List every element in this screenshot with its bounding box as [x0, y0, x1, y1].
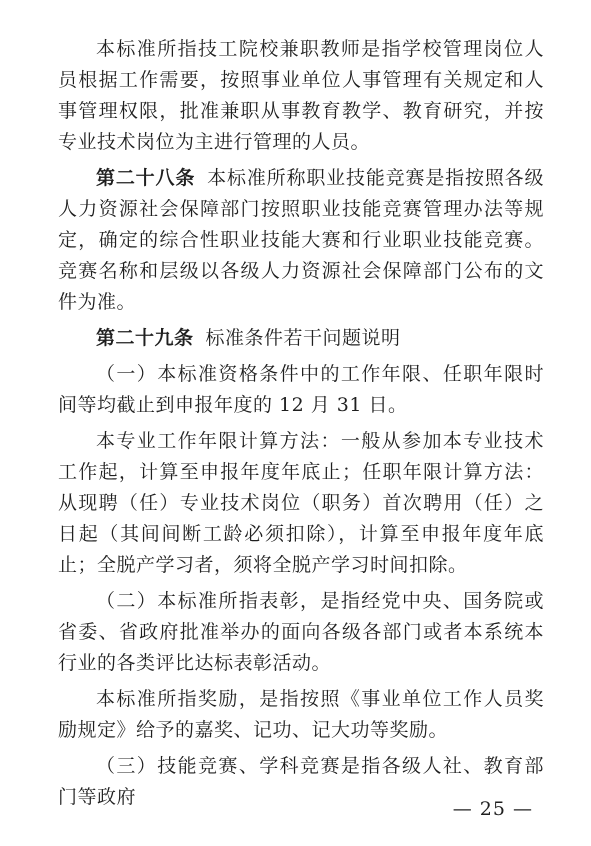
paragraph-item-1 [58, 359, 544, 421]
article-28 [58, 163, 544, 318]
page-number: — 25 — [452, 798, 533, 820]
article-heading: 第二十八条 [96, 167, 196, 189]
paragraph-working-years [58, 426, 544, 581]
paragraph-text: （二）本标准所指表彰，是指经党中央、国务院或省委、省政府批准举办的面向各级各部门或者本系统本行业的各类评比达标表彰活动。 [58, 590, 544, 674]
paragraph-text: 本标准所称职业技能竞赛是指按照各级人力资源社会保障部门按照职业技能竞赛管理办法等规定，确定的综合性职业技能大赛和行业职业技能竞赛。竞赛名称和层级以各级人力资源社会保障部门公布的文件为准。 [58, 167, 544, 313]
paragraph-text: （一）本标准资格条件中的工作年限、任职年限时间等均截止到申报年度的 12 月 31 日。 [58, 363, 544, 416]
article-heading: 第二十九条 [96, 327, 194, 349]
paragraph-item-2 [58, 586, 544, 679]
article-29 [58, 323, 544, 354]
paragraph-part-time-teacher [58, 34, 544, 158]
paragraph-text: 标准条件若干问题说明 [205, 327, 401, 349]
document-body [58, 34, 544, 813]
paragraph-text: （三）技能竞赛、学科竞赛是指各级人社、教育部门等政府 [58, 755, 544, 808]
paragraph-text: 本标准所指奖励，是指按照《事业单位工作人员奖励规定》给予的嘉奖、记功、记大功等奖励。 [58, 688, 544, 741]
paragraph-text: 本标准所指技工院校兼职教师是指学校管理岗位人员根据工作需要，按照事业单位人事管理有关规定和人事管理权限，批准兼职从事教育教学、教育研究，并按专业技术岗位为主进行管理的人员。 [58, 38, 544, 153]
paragraph-text: 本专业工作年限计算方法：一般从参加本专业技术工作起，计算至申报年度年底止；任职年限计算方法：从现聘（任）专业技术岗位（职务）首次聘用（任）之日起（其间间断工龄必须扣除），计算至申报年度年底止；全脱产学习者，须将全脱产学习时间扣除。 [58, 430, 544, 576]
paragraph-rewards [58, 684, 544, 746]
